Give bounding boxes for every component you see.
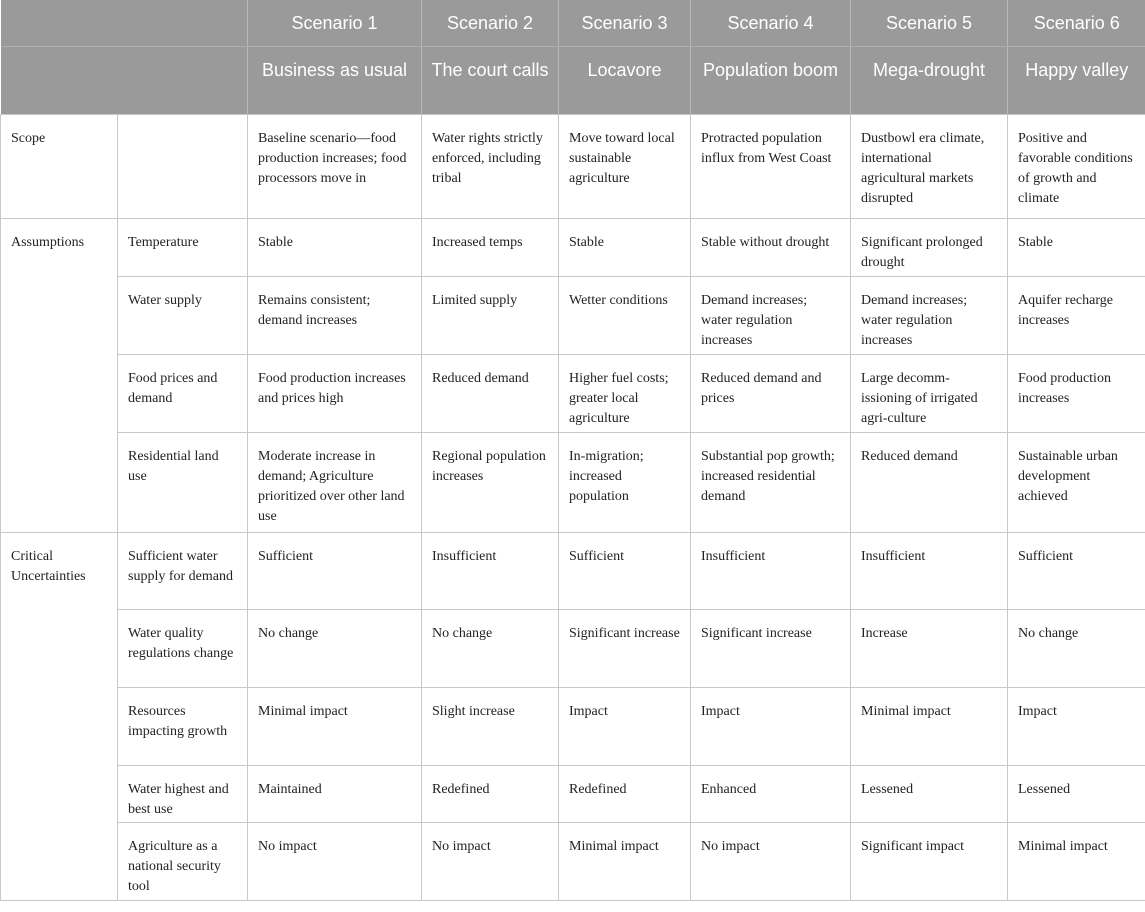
table-cell: Food production increases and prices high: [248, 355, 422, 433]
scenario-name: Mega-drought: [851, 47, 1008, 115]
table-cell: Impact: [559, 688, 691, 766]
table-cell: Moderate increase in demand; Agriculture prioritized over other land use: [248, 433, 422, 533]
table-cell: Demand increases; water regulation increases: [851, 277, 1008, 355]
table-cell: Protracted population influx from West Coast: [691, 115, 851, 219]
row-label: Water highest and best use: [118, 766, 248, 823]
table-body: [1, 115, 1145, 901]
table-cell: Wetter conditions: [559, 277, 691, 355]
row-label: Food prices and demand: [118, 355, 248, 433]
scenario-number: Scenario 5: [851, 0, 1008, 47]
table-cell: In-migration; increased population: [559, 433, 691, 533]
table-cell: Lessened: [1008, 766, 1145, 823]
table-cell: Stable: [248, 219, 422, 277]
table-cell: Move toward local sustainable agriculture: [559, 115, 691, 219]
table-cell: No impact: [248, 823, 422, 901]
table-cell: Remains consistent; demand increases: [248, 277, 422, 355]
table-cell: Dustbowl era climate, international agricultural markets disrupted: [851, 115, 1008, 219]
row-label: Resources impacting growth: [118, 688, 248, 766]
table-cell: Regional population increases: [422, 433, 559, 533]
scenario-number: Scenario 2: [422, 0, 559, 47]
row-category-spacer: [1, 688, 118, 766]
row-category-spacer: [1, 433, 118, 533]
header-blank-cell: [1, 47, 118, 115]
row-category: Assumptions: [1, 219, 118, 277]
table-cell: Insufficient: [691, 533, 851, 610]
scenario-name: The court calls: [422, 47, 559, 115]
table-row: [1, 115, 1145, 219]
table-cell: Significant increase: [559, 610, 691, 688]
scenario-number: Scenario 6: [1008, 0, 1145, 47]
table-cell: Redefined: [422, 766, 559, 823]
table-cell: Redefined: [559, 766, 691, 823]
table-cell: No impact: [422, 823, 559, 901]
table-cell: Higher fuel costs; greater local agriculture: [559, 355, 691, 433]
table-cell: Impact: [1008, 688, 1145, 766]
table-cell: Significant impact: [851, 823, 1008, 901]
table-row: [1, 823, 1145, 901]
scenario-name: Population boom: [691, 47, 851, 115]
row-category: Scope: [1, 115, 118, 219]
table-cell: Minimal impact: [1008, 823, 1145, 901]
row-category-spacer: [1, 355, 118, 433]
row-label: Water supply: [118, 277, 248, 355]
table-cell: Reduced demand: [422, 355, 559, 433]
table-cell: Minimal impact: [248, 688, 422, 766]
header-row-numbers: [1, 0, 1145, 47]
table-cell: No change: [1008, 610, 1145, 688]
scenario-name: Business as usual: [248, 47, 422, 115]
table-cell: Stable without drought: [691, 219, 851, 277]
table-cell: Water rights strictly enforced, including tribal: [422, 115, 559, 219]
header-row-names: [1, 47, 1145, 115]
table-cell: Insufficient: [422, 533, 559, 610]
row-category-spacer: [1, 277, 118, 355]
row-category: Critical Uncertainties: [1, 533, 118, 610]
table-cell: Positive and favorable conditions of growth and climate: [1008, 115, 1145, 219]
table-cell: Increased temps: [422, 219, 559, 277]
table-cell: Impact: [691, 688, 851, 766]
table-cell: Sufficient: [1008, 533, 1145, 610]
table-cell: Maintained: [248, 766, 422, 823]
table-row: [1, 355, 1145, 433]
table-cell: Reduced demand: [851, 433, 1008, 533]
table-cell: Enhanced: [691, 766, 851, 823]
table-cell: Aquifer recharge increases: [1008, 277, 1145, 355]
scenario-number: Scenario 1: [248, 0, 422, 47]
table-cell: Significant increase: [691, 610, 851, 688]
table-cell: Lessened: [851, 766, 1008, 823]
table-cell: Stable: [559, 219, 691, 277]
table-cell: Demand increases; water regulation increases: [691, 277, 851, 355]
table-cell: Insufficient: [851, 533, 1008, 610]
table-row: [1, 219, 1145, 277]
header-blank-cell: [118, 0, 248, 47]
table-cell: Large decomm-issioning of irrigated agri-culture: [851, 355, 1008, 433]
table-cell: Increase: [851, 610, 1008, 688]
table-cell: Significant prolonged drought: [851, 219, 1008, 277]
table-cell: Reduced demand and prices: [691, 355, 851, 433]
row-category-spacer: [1, 823, 118, 901]
table-cell: Slight increase: [422, 688, 559, 766]
header-blank-cell: [118, 47, 248, 115]
row-category-spacer: [1, 766, 118, 823]
table-cell: No impact: [691, 823, 851, 901]
row-label: Water quality regulations change: [118, 610, 248, 688]
table-row: [1, 277, 1145, 355]
scenario-number: Scenario 3: [559, 0, 691, 47]
header-blank-cell: [1, 0, 118, 47]
table-row: [1, 766, 1145, 823]
scenario-name: Happy valley: [1008, 47, 1145, 115]
table-cell: Minimal impact: [851, 688, 1008, 766]
table-cell: Substantial pop growth; increased residential demand: [691, 433, 851, 533]
scenario-number: Scenario 4: [691, 0, 851, 47]
table-cell: No change: [248, 610, 422, 688]
scenario-name: Locavore: [559, 47, 691, 115]
table-row: [1, 533, 1145, 610]
table-cell: Stable: [1008, 219, 1145, 277]
table-cell: Sufficient: [559, 533, 691, 610]
row-label: Agriculture as a national security tool: [118, 823, 248, 901]
row-label: [118, 115, 248, 219]
table-cell: Sufficient: [248, 533, 422, 610]
table-header: [1, 0, 1145, 115]
row-label: Temperature: [118, 219, 248, 277]
row-label: Residential land use: [118, 433, 248, 533]
row-label: Sufficient water supply for demand: [118, 533, 248, 610]
table-cell: Minimal impact: [559, 823, 691, 901]
table-cell: Food production increases: [1008, 355, 1145, 433]
table-row: [1, 610, 1145, 688]
table-cell: Baseline scenario—food production increases; food processors move in: [248, 115, 422, 219]
row-category-spacer: [1, 610, 118, 688]
table-cell: Limited supply: [422, 277, 559, 355]
table-cell: No change: [422, 610, 559, 688]
table-cell: Sustainable urban development achieved: [1008, 433, 1145, 533]
table-row: [1, 433, 1145, 533]
table-row: [1, 688, 1145, 766]
